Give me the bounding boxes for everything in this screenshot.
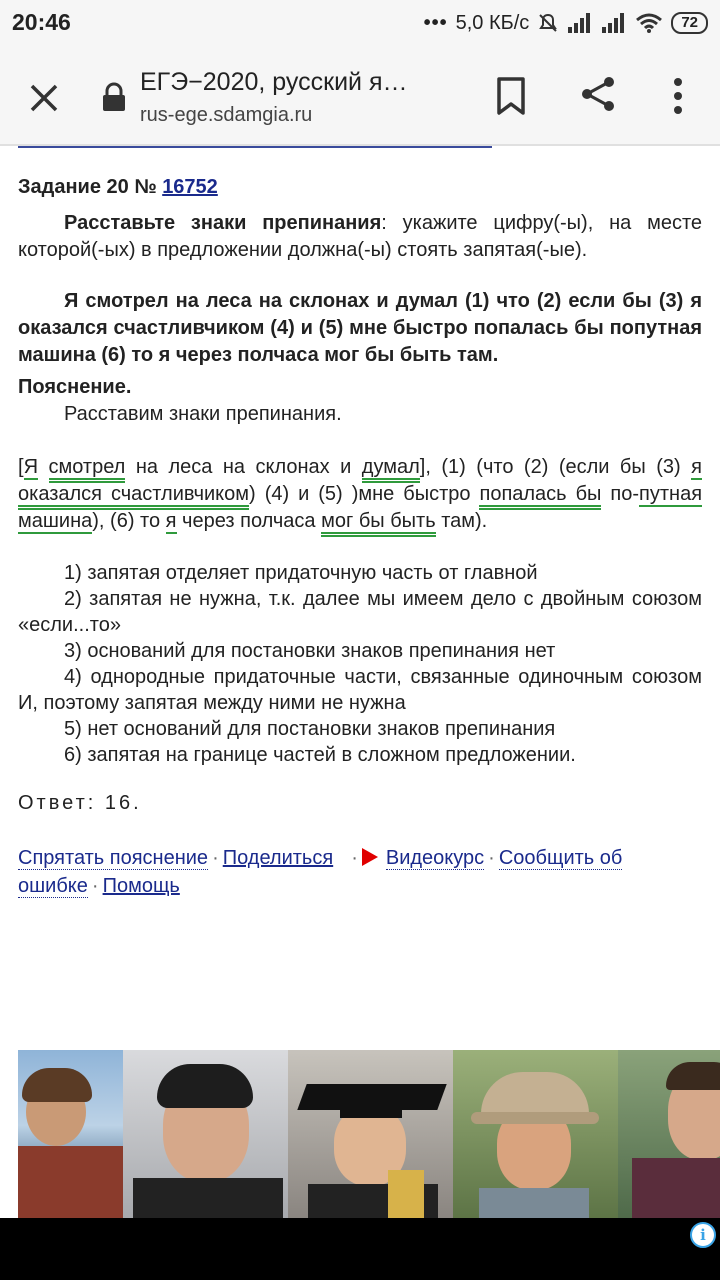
page-title: ЕГЭ−2020, русский я… xyxy=(140,68,408,96)
analysis-predicate: смотрел xyxy=(49,456,126,483)
video-course-link[interactable]: Видеокурс xyxy=(385,847,485,869)
analysis-predicate: попалась бы xyxy=(479,483,601,510)
browser-toolbar xyxy=(0,44,720,144)
share-link[interactable]: Поделиться xyxy=(222,847,334,869)
task-heading-label: Задание 20 № xyxy=(18,176,163,198)
lock-icon xyxy=(101,82,127,112)
analysis-predicate: оказался счастливчиком xyxy=(18,483,249,510)
report-error-link[interactable]: Сообщить об ошибке xyxy=(18,847,623,897)
analysis-subject: машина xyxy=(18,510,93,532)
teacher-photo-5[interactable] xyxy=(618,1050,720,1218)
analysis-text: по- xyxy=(601,483,640,505)
explanation-title: Пояснение. xyxy=(18,376,132,398)
signal-icon xyxy=(567,12,593,34)
share-icon[interactable] xyxy=(578,74,618,114)
analysis-text: ) (4) и (5) )мне быстро xyxy=(249,483,480,505)
page-url[interactable]: rus-ege.sdamgia.ru xyxy=(140,104,313,126)
battery-indicator: 72 xyxy=(671,12,708,34)
task-number-link[interactable]: 16752 xyxy=(162,176,218,198)
close-icon[interactable] xyxy=(22,76,66,120)
analysis-text: через полчаса xyxy=(176,510,322,532)
analysis-text: на леса на склонах и xyxy=(125,456,362,478)
analysis-text xyxy=(38,456,48,478)
action-links xyxy=(18,844,702,900)
hide-explanation-link[interactable]: Спрятать пояснение xyxy=(18,847,209,869)
explanation-points xyxy=(18,560,702,768)
analysis-text: ], (1) (что (2) (если бы (3) xyxy=(419,456,692,478)
analysis-subject: я xyxy=(165,510,177,532)
analysis-predicate: мог бы быть xyxy=(321,510,436,537)
link-separator: · xyxy=(212,847,219,869)
explanation-point: 3) оснований для постановки знаков препинания нет xyxy=(64,640,556,662)
ad-info-icon[interactable]: i xyxy=(690,1222,716,1248)
explanation-intro: Расставим знаки препинания. xyxy=(64,403,342,425)
notification-dots-icon: ••• xyxy=(423,11,448,34)
status-icons xyxy=(424,9,708,37)
instruction-bold: Расставьте знаки препинания xyxy=(64,212,382,234)
task-sentence: Я смотрел на леса на склонах и думал (1) что (2) если бы (3) я оказался счастливчиком (4) и (5) мне быстро попалась бы попутная машина (6) то я через полчаса мог бы быть там. xyxy=(18,290,702,366)
analysis-subject: я xyxy=(691,456,702,478)
net-speed: 5,0 КБ/с xyxy=(455,11,530,34)
teacher-photo-3[interactable] xyxy=(288,1050,453,1218)
analysis-text: там). xyxy=(435,510,488,532)
analysis-subject: путная xyxy=(639,483,703,505)
status-bar xyxy=(0,0,720,44)
bookmark-icon[interactable] xyxy=(494,76,528,116)
cut-off-link-underline xyxy=(18,146,492,148)
signal-2-icon xyxy=(601,12,627,34)
analysis-text: ), (6) то xyxy=(92,510,166,532)
link-separator: · xyxy=(351,847,358,869)
wifi-icon xyxy=(635,12,663,34)
analysis-predicate: думал xyxy=(362,456,420,483)
teacher-photo-1[interactable] xyxy=(18,1050,123,1218)
task-heading xyxy=(18,176,702,199)
instruction-rest: : укажите цифру(-ы), на месте которой(-ых) в предложении должна(-ы) стоять запятая(-ые). xyxy=(18,212,702,261)
analysis-subject: Я xyxy=(23,456,39,478)
teacher-photo-4[interactable] xyxy=(453,1050,618,1218)
link-separator: · xyxy=(91,875,99,897)
more-options-icon[interactable] xyxy=(664,74,692,118)
explanation-point: 1) запятая отделяет придаточную часть от главной xyxy=(64,562,538,584)
explanation-point: 4) однородные придаточные части, связанные одиночным союзом И, поэтому запятая между ними не нужна xyxy=(18,666,702,714)
status-time: 20:46 xyxy=(12,9,71,35)
answer-text: Ответ: 16. xyxy=(18,792,142,814)
help-link[interactable]: Помощь xyxy=(102,875,180,897)
explanation-point: 6) запятая на границе частей в сложном предложении. xyxy=(64,744,576,766)
sentence-analysis xyxy=(18,454,702,535)
mute-bell-icon xyxy=(537,12,559,34)
explanation-point: 2) запятая не нужна, т.к. далее мы имеем дело с двойным союзом «если...то» xyxy=(18,588,702,636)
analysis-text: [ xyxy=(18,456,24,478)
teacher-photo-2[interactable] xyxy=(123,1050,288,1218)
explanation-point: 5) нет оснований для постановки знаков препинания xyxy=(64,718,556,740)
play-icon xyxy=(362,848,378,866)
ad-banner[interactable] xyxy=(0,1218,720,1280)
task-instruction xyxy=(18,210,702,264)
link-separator: · xyxy=(488,847,495,869)
teachers-photo-banner[interactable] xyxy=(18,1050,720,1218)
